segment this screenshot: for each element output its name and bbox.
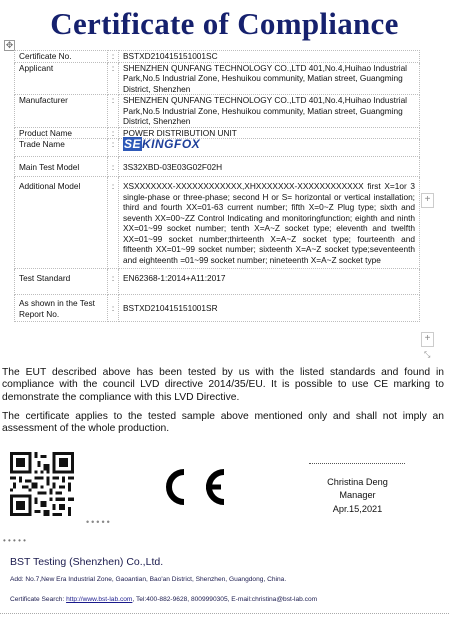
brand-logo [123, 139, 200, 150]
product-name-label: Product Name [15, 127, 108, 139]
main-test-model-label: Main Test Model [15, 157, 108, 177]
dotted-separator: • • • • • [3, 536, 26, 545]
table-row [15, 295, 420, 322]
signature-line [309, 463, 405, 464]
certificate-search-label: Certificate Search: [10, 596, 67, 603]
add-row-icon[interactable]: + [421, 332, 434, 347]
colon: : [108, 269, 119, 295]
table-move-icon[interactable]: ✥ [5, 40, 14, 50]
brand-logo-part1: SE [124, 137, 142, 152]
table-row [15, 269, 420, 295]
product-name-value: POWER DISTRIBUTION UNIT [119, 127, 420, 139]
manufacturer-label: Manufacturer [15, 95, 108, 128]
table-row [15, 177, 420, 269]
ce-mark [146, 466, 228, 508]
table-row [15, 139, 420, 157]
test-standard-value: EN62368-1:2014+A11:2017 [119, 269, 420, 295]
table-row [15, 62, 420, 95]
certificate-title: Certificate of Compliance [50, 6, 399, 41]
company-address: Add: No.7,New Era Industrial Zone, Gaoantian, Bao'an District, Shenzhen, Guangdong, China. [10, 576, 287, 583]
dotted-separator: ••••• [86, 517, 112, 527]
company-name: BST Testing (Shenzhen) Co.,Ltd. [10, 556, 164, 568]
scope-statement: The certificate applies to the tested sample above mentioned only and shall not imply an assessment of the whole production. [2, 411, 444, 435]
qr-code [10, 452, 74, 516]
additional-model-value: XSXXXXXXX-XXXXXXXXXXXX,XHXXXXXXX-XXXXXXXXXXXX first X=1or 3 single-phase or three-phase; second H or S= horizontal or vertical installation; third and fourth XX=01-63 current number; fifth X=0~Z Plug type; sixth and seventh XX=00~ZZ Control Indicating and monitoringfunction; eighth and ninth XX=01~99 socket number; tenth X=A~Z socket type; eleventh and twelfth XX=01~99 socket number;thirteenth X=A~Z socket type; fourteenth and fifteenth XX=01~99 socket number; sixteenth X=A~Z socket type;seventeenth and eighteenth =01~99 socket number; nineteenth X=A~Z socket type [119, 177, 420, 269]
test-report-no-label: As shown in the Test Report No. [15, 295, 108, 322]
colon: : [108, 177, 119, 269]
certificate-no-label: Certificate No. [15, 51, 108, 63]
signatory-name: Christina Deng [327, 477, 388, 487]
page-divider [0, 613, 449, 614]
certificate-details-table [14, 50, 420, 322]
add-column-icon[interactable]: + [421, 193, 434, 208]
website-link[interactable]: http://www.bst-lab.com [66, 596, 133, 603]
colon: : [108, 62, 119, 95]
colon: : [108, 295, 119, 322]
contact-line [10, 596, 317, 603]
test-report-no-value: BSTXD210415151001SR [119, 295, 420, 322]
trade-name-value [119, 139, 420, 157]
trade-name-label: Trade Name [15, 139, 108, 157]
colon: : [108, 157, 119, 177]
table-row [15, 157, 420, 177]
manufacturer-value: SHENZHEN QUNFANG TECHNOLOGY CO.,LTD 401,No.4,Huihao Industrial Park,No.5 Industrial Zone, Heshuikou community, Matian street, Guangming District, Shenzhen [119, 95, 420, 128]
signatory-title: Manager [339, 490, 376, 500]
colon: : [108, 127, 119, 139]
table-row [15, 95, 420, 128]
contact-details: , Tel:400-882-9628, 8009990305, E-mail:christina@bst-lab.com [132, 596, 318, 603]
main-test-model-value: 3S32XBD-03E03G02F02H [119, 157, 420, 177]
test-standard-label: Test Standard [15, 269, 108, 295]
table-row [15, 51, 420, 63]
table-resize-icon[interactable]: ⤡ [424, 350, 431, 359]
certificate-no-value: BSTXD210415151001SC [119, 51, 420, 63]
additional-model-label: Additional Model [15, 177, 108, 269]
applicant-label: Applicant [15, 62, 108, 95]
colon: : [108, 139, 119, 157]
brand-logo-part2: KINGFOX [142, 137, 201, 152]
colon: : [108, 95, 119, 128]
issue-date: Apr.15,2021 [332, 504, 383, 514]
applicant-value: SHENZHEN QUNFANG TECHNOLOGY CO.,LTD 401,No.4,Huihao Industrial Park,No.5 Industrial Zone, Heshuikou community, Matian street, Guangming District, Shenzhen [119, 62, 420, 95]
compliance-statement: The EUT described above has been tested by us with the listed standards and found in compliance with the council LVD directive 2014/35/EU. It is possible to use CE marking to demonstrate the compliance with this LVD Directive. [2, 367, 444, 403]
colon: : [108, 51, 119, 63]
table-row [15, 127, 420, 139]
